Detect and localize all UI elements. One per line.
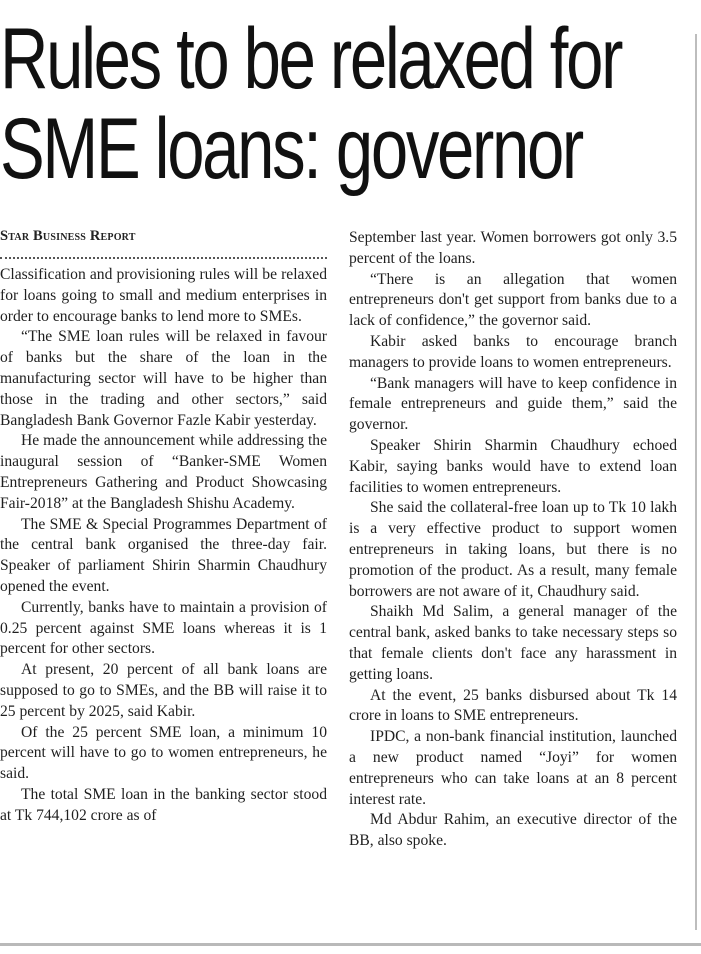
paragraph: “Bank managers will have to keep confidence in female entrepreneurs and guide them,” said the governor. — [349, 374, 677, 434]
paragraph: Classification and provisioning rules will be relaxed for loans going to small and medium enterprises in order to encourage banks to lend more to SMEs. — [0, 266, 327, 325]
paragraph: Shaikh Md Salim, a general manager of the central bank, asked banks to take necessary steps so that female clients don't face any harassment in getting loans. — [349, 603, 677, 683]
paragraph: “There is an allegation that women entrepreneurs don't get support from banks due to a lack of confidence,” the governor said. — [349, 270, 677, 330]
headline-line-1: Rules to be relaxed for — [0, 11, 622, 107]
paragraph: “The SME loan rules will be relaxed in favour of banks but the share of the loan in the manufacturing sector will have to be higher than those in the trading and other sectors,” said Bangladesh Bank Governor Fazle Kabir yesterday. — [0, 328, 327, 429]
paragraph: She said the collateral-free loan up to Tk 10 lakh is a very effective product to support women entrepreneurs in taking loans, but there is no promotion of the product. As a result, many female borrowers are not aware of it, Chaudhury said. — [349, 499, 677, 600]
paragraph: The SME & Special Programmes Department of the central bank organised the three-day fair. Speaker of parliament Shirin Sharmin Chaudhury opened the event. — [0, 515, 327, 595]
article-column-right — [349, 228, 677, 852]
article-headline — [0, 11, 622, 197]
paragraph: Kabir asked banks to encourage branch managers to provide loans to women entrepreneurs. — [349, 332, 677, 371]
byline: Star Business Report — [0, 228, 136, 244]
paragraph: At the event, 25 banks disbursed about Tk 14 crore in loans to SME entrepreneurs. — [349, 686, 677, 725]
paragraph: He made the announcement while addressing the inaugural session of “Banker-SME Women Entrepreneurs Gathering and Product Showcasing Fair-2018” at the Bangladesh Shishu Academy. — [0, 432, 327, 512]
paragraph: Currently, banks have to maintain a provision of 0.25 percent against SME loans whereas it is 1 percent for other sectors. — [0, 598, 327, 658]
paragraph: September last year. Women borrowers got only 3.5 percent of the loans. — [349, 229, 677, 267]
paragraph: Speaker Shirin Sharmin Chaudhury echoed Kabir, saying banks would have to extend loan facilities to women entrepreneurs. — [349, 436, 677, 496]
headline-line-2: SME loans: governor — [0, 101, 582, 197]
paragraph: Md Abdur Rahim, an executive director of the BB, also spoke. — [349, 811, 677, 850]
paragraph: Of the 25 percent SME loan, a minimum 10 percent will have to go to women entrepreneurs, he said. — [0, 723, 327, 783]
article-column-left — [0, 265, 327, 827]
paragraph: At present, 20 percent of all bank loans are supposed to go to SMEs, and the BB will raise it to 25 percent by 2025, said Kabir. — [0, 661, 327, 720]
byline-dotted-divider — [0, 257, 327, 259]
bottom-border-rule — [0, 943, 701, 946]
column-divider-rule — [695, 34, 697, 930]
paragraph: IPDC, a non-bank financial institution, launched a new product named “Joyi” for women entrepreneurs who can take loans at an 8 percent interest rate. — [349, 728, 677, 808]
paragraph: The total SME loan in the banking sector stood at Tk 744,102 crore as of — [0, 785, 327, 824]
